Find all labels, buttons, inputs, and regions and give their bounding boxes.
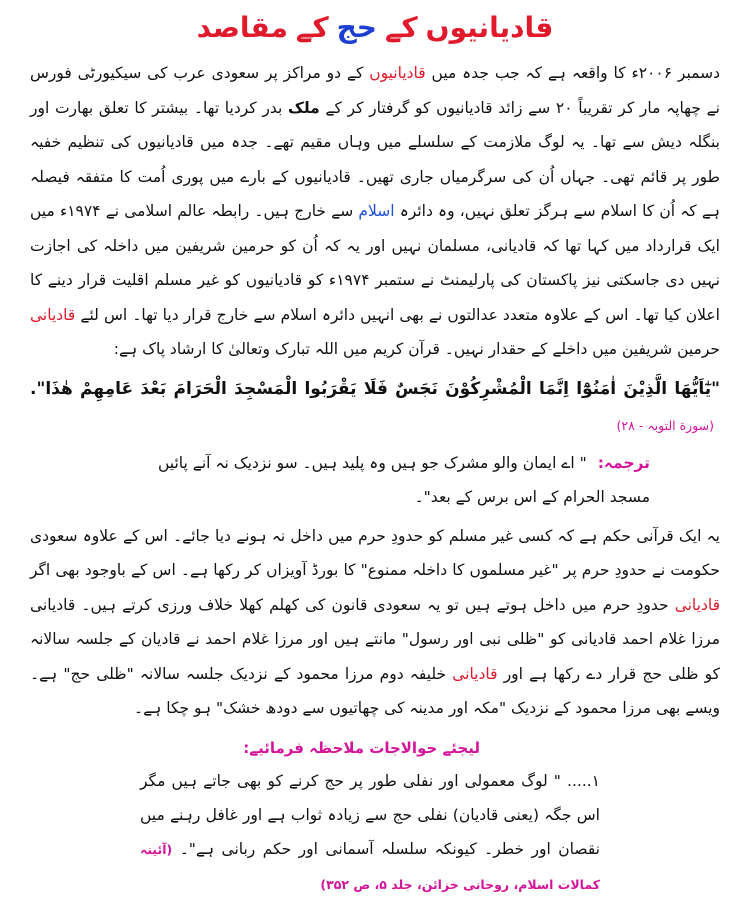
quran-verse [30, 371, 720, 444]
intro-text-4: سے خارج ہیں۔ رابطہ عالم اسلامی نے ۱۹۷۴ء میں ایک قرارداد میں کہا تھا کہ قادیانی، مسلمان نہیں اور یہ کہ اُن کو حرمین شریفین میں داخلہ کی اجازت نہیں دی جاسکتی نیز پاکستان کی پارلیمنٹ نے ستمبر ۱۹۷۴ء کو قادیانیوں کو غیر مسلم اقلیت قرار دینے کا اعلان کیا تھا۔ اس کے علاوہ متعدد عدالتوں نے بھی انہیں دائرہ اسلام سے خارج قرار دیا تھا۔ اس لئے [30, 202, 720, 324]
verse-translation [30, 446, 720, 515]
reference-quote [30, 764, 720, 902]
title-word-qadianiyon: قادیانیوں [425, 11, 554, 44]
title-word-ke-2: کے [295, 11, 329, 44]
highlight-qadianiyon: قادیانیوں [369, 64, 426, 82]
intro-text-2: کے دو مراکز پر سعودی عرب کی سیکیورٹی فورس نے چھاپہ مار کر تقریباً ۲۰ سے زائد قادیانیوں کو گرفتار کر کے [30, 64, 720, 117]
intro-text-1: دسمبر ۲۰۰۶ء کا واقعہ ہے کہ جب جدہ میں [431, 64, 720, 82]
title-word-hajj: حج [336, 11, 377, 44]
quran-verse-reference: (سورة التوبہ - ۲۸) [616, 417, 714, 433]
highlight-islam: اسلام [358, 202, 395, 220]
hajj-text-3: خلیفہ دوم مرزا محمود کے نزدیک جلسہ سالانہ "ظلی حج" ہے۔ ویسے بھی مرزا محمود کے نزدیک "مکہ اور مدینہ کی چھاتیوں سے دودھ خشک" ہو چکا ہے۔ [30, 664, 720, 717]
paragraph-intro [30, 56, 720, 367]
title-word-ke-1: کے [384, 11, 418, 44]
reference-quote-source: (آئینہ کمالات اسلام، روحانی خزائن، جلد ۵، ص ۳۵۲) [140, 841, 600, 892]
paragraph-hajj [30, 519, 720, 726]
reference-quote-text: ۱..... " لوگ معمولی اور نفلی طور پر حج کرنے کو بھی جاتے ہیں مگر اس جگہ (یعنی قادیان) نفلی حج سے زیادہ ثواب ہے اور غافل رہنے میں نقصان اور خطر۔ کیونکہ سلسلہ آسمانی اور حکم ربانی ہے"۔ [140, 771, 600, 858]
translation-text: " اے ایمان والو مشرک جو ہیں وہ پلید ہیں۔ سو نزدیک نہ آنے پائیں مسجد الحرام کے اس برس کے بعد"۔ [158, 453, 650, 506]
translation-label: ترجمہ: [597, 453, 650, 472]
highlight-qadiani-2: قادیانی [674, 595, 720, 614]
intro-text-5: حرمین شریفین میں داخلے کے حقدار نہیں۔ قرآن کریم میں اللہ تبارک وتعالیٰ کا ارشاد پاک ہے: [113, 340, 720, 358]
highlight-mulk: ملک [287, 98, 320, 117]
hajj-text-2: حدودِ حرم میں داخل ہوتے ہیں تو یہ سعودی قانون کی کھلم کھلا خلاف ورزی کرتے ہیں۔ قادیانی مرزا غلام احمد قادیانی کو "ظلی نبی اور رسول" مانتے ہیں اور مرزا غلام احمد نے قادیان کے جلسہ سالانہ کو ظلی حج قرار دے رکھا ہے اور [30, 595, 720, 683]
quran-verse-text: "يٰٓاَيُّهَا الَّذِيْنَ اٰمَنُوْٓا اِنَّمَا الْمُشْرِكُوْنَ نَجَسٌ فَلَا يَقْرَبُوا الْمَسْجِدَ الْحَرَامَ بَعْدَ عَامِهِمْ هٰذَا". [30, 378, 720, 399]
references-heading: لیجئے حوالاجات ملاحظہ فرمائیے: [243, 738, 480, 757]
title-word-maqasid: مقاصد [196, 11, 288, 44]
intro-text-3: بدر کردیا تھا۔ بیشتر کا تعلق بھارت اور بنگلہ دیش سے تھا۔ یہ لوگ ملازمت کے سلسلے میں وہاں مقیم تھے۔ جدہ میں قادیانیوں کی تنظیم خفیہ طور پر قائم تھی۔ جہاں اُن کی سرگرمیاں جاری تھیں۔ قادیانیوں کے بارے میں پوری اُمت کا متفقہ فیصلہ ہے کہ اُن کا اسلام سے ہرگز تعلق نہیں، وہ دائرہ [30, 98, 720, 220]
highlight-qadiani-3: قادیانی [452, 664, 498, 683]
hajj-text-1: یہ ایک قرآنی حکم ہے کہ کسی غیر مسلم کو حدودِ حرم میں داخل نہ ہونے دیا جائے۔ اس کے علاوہ سعودی حکومت نے حدودِ حرم پر "غیر مسلموں کا داخلہ ممنوع" کا بورڈ آویزاں کر رکھا ہے۔ اس کے باوجود بھی اگر [30, 526, 720, 579]
page-title [30, 6, 720, 50]
highlight-qadiani-1: قادیانی [30, 305, 76, 324]
